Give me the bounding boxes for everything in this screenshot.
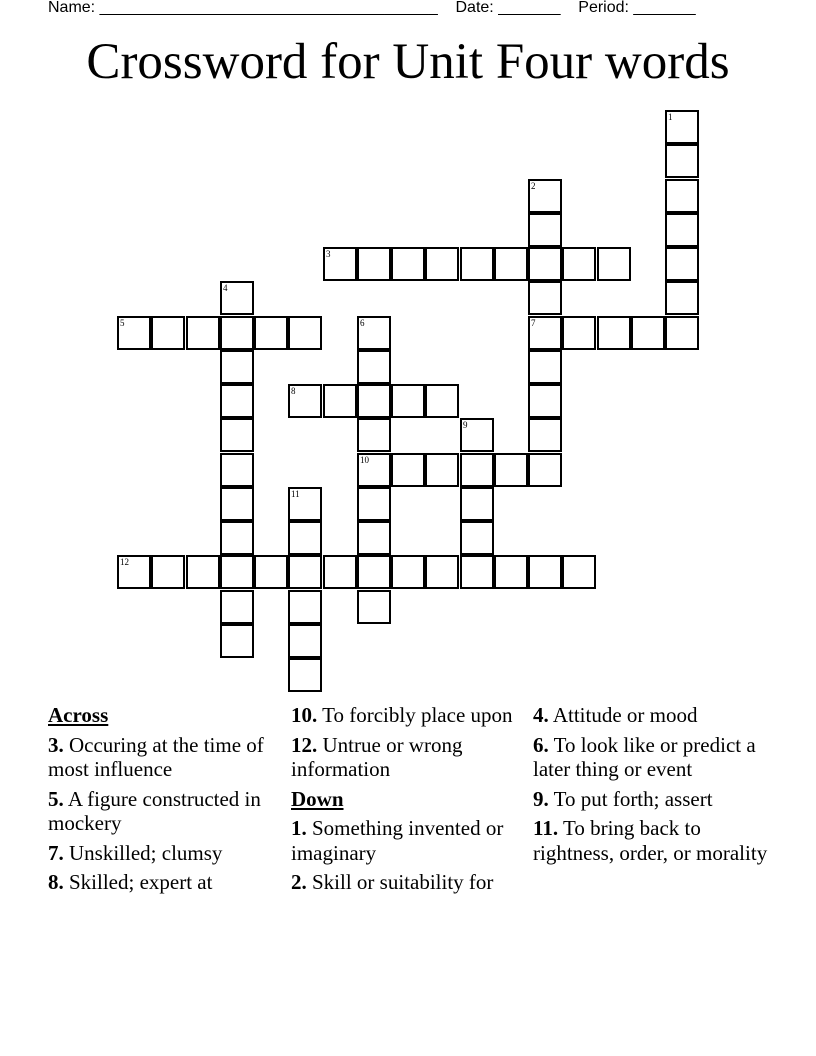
clue-number: 8. bbox=[48, 870, 64, 894]
grid-cell[interactable] bbox=[528, 453, 562, 487]
grid-cell[interactable] bbox=[220, 521, 254, 555]
clue-number: 2. bbox=[291, 870, 307, 894]
clue-across-8 bbox=[48, 870, 280, 895]
grid-cell[interactable] bbox=[357, 590, 391, 624]
grid-cell[interactable] bbox=[528, 179, 562, 213]
grid-cell[interactable] bbox=[357, 316, 391, 350]
clue-number: 5. bbox=[48, 786, 64, 811]
cell-number: 5 bbox=[120, 318, 125, 328]
clue-text: To forcibly place upon bbox=[322, 703, 513, 727]
grid-cell[interactable] bbox=[220, 590, 254, 624]
grid-cell[interactable] bbox=[665, 179, 699, 213]
grid-cell[interactable] bbox=[425, 555, 459, 589]
clue-across-7 bbox=[48, 841, 280, 866]
grid-cell[interactable] bbox=[254, 316, 288, 350]
cell-number: 9 bbox=[463, 420, 468, 430]
grid-cell[interactable] bbox=[528, 418, 562, 452]
grid-cell[interactable] bbox=[391, 247, 425, 281]
clue-number: 9. bbox=[533, 786, 549, 811]
grid-cell[interactable] bbox=[288, 384, 322, 418]
grid-cell[interactable] bbox=[425, 247, 459, 281]
page-title: Crossword for Unit Four words bbox=[86, 34, 730, 90]
grid-cell[interactable] bbox=[425, 453, 459, 487]
grid-cell[interactable] bbox=[186, 316, 220, 350]
clue-number: 11. bbox=[533, 816, 559, 840]
clue-down-1 bbox=[291, 816, 519, 865]
grid-cell[interactable] bbox=[494, 555, 528, 589]
grid-cell[interactable] bbox=[220, 350, 254, 384]
grid-cell[interactable] bbox=[562, 247, 596, 281]
cell-number: 12 bbox=[120, 557, 129, 567]
clue-text: Attitude or mood bbox=[552, 703, 698, 727]
clue-text: Occuring at the time of most influence bbox=[48, 732, 264, 781]
down-heading: Down bbox=[291, 786, 344, 811]
grid-cell[interactable] bbox=[665, 213, 699, 247]
grid-cell[interactable] bbox=[357, 350, 391, 384]
cell-number: 1 bbox=[668, 112, 673, 122]
grid-cell[interactable] bbox=[562, 316, 596, 350]
clue-text: Untrue or wrong information bbox=[291, 732, 463, 781]
date-field-label: Date: _______ bbox=[455, 0, 561, 16]
grid-cell[interactable] bbox=[220, 281, 254, 315]
grid-cell[interactable] bbox=[220, 316, 254, 350]
clue-text: A figure constructed in mockery bbox=[48, 786, 261, 835]
grid-cell[interactable] bbox=[665, 144, 699, 178]
grid-cell[interactable] bbox=[357, 487, 391, 521]
grid-cell[interactable] bbox=[117, 316, 151, 350]
grid-cell[interactable] bbox=[186, 555, 220, 589]
grid-cell[interactable] bbox=[288, 521, 322, 555]
grid-cell[interactable] bbox=[254, 555, 288, 589]
clue-across-10 bbox=[291, 703, 519, 728]
grid-cell[interactable] bbox=[665, 316, 699, 350]
grid-cell[interactable] bbox=[460, 487, 494, 521]
clue-column-1 bbox=[48, 703, 280, 900]
clue-text: Something invented or imaginary bbox=[291, 816, 504, 865]
grid-cell[interactable] bbox=[528, 555, 562, 589]
grid-cell[interactable] bbox=[528, 247, 562, 281]
clue-text: Skill or suitability for bbox=[312, 870, 494, 894]
grid-cell[interactable] bbox=[460, 247, 494, 281]
grid-cell[interactable] bbox=[220, 418, 254, 452]
clue-text: Unskilled; clumsy bbox=[69, 840, 223, 865]
grid-cell[interactable] bbox=[357, 453, 391, 487]
grid-cell[interactable] bbox=[357, 418, 391, 452]
grid-cell[interactable] bbox=[220, 624, 254, 658]
clue-across-12 bbox=[291, 733, 519, 782]
clue-text: To put forth; assert bbox=[553, 786, 713, 811]
grid-cell[interactable] bbox=[494, 247, 528, 281]
grid-cell[interactable] bbox=[528, 384, 562, 418]
cell-number: 8 bbox=[291, 386, 296, 396]
clue-across-3 bbox=[48, 733, 280, 782]
clue-text: To look like or predict a later thing or event bbox=[533, 732, 756, 781]
grid-cell[interactable] bbox=[528, 316, 562, 350]
cell-number: 6 bbox=[360, 318, 365, 328]
grid-cell[interactable] bbox=[597, 316, 631, 350]
clue-column-2 bbox=[291, 703, 519, 900]
cell-number: 11 bbox=[291, 489, 300, 499]
clue-number: 12. bbox=[291, 732, 318, 757]
name-field-label: Name: ______________________________________ bbox=[48, 0, 438, 16]
grid-cell[interactable] bbox=[151, 555, 185, 589]
grid-cell[interactable] bbox=[117, 555, 151, 589]
grid-cell[interactable] bbox=[357, 247, 391, 281]
grid-cell[interactable] bbox=[391, 384, 425, 418]
grid-cell[interactable] bbox=[220, 487, 254, 521]
grid-cell[interactable] bbox=[391, 453, 425, 487]
grid-cell[interactable] bbox=[323, 247, 357, 281]
across-heading: Across bbox=[48, 703, 109, 727]
clue-number: 10. bbox=[291, 703, 318, 727]
grid-cell[interactable] bbox=[528, 350, 562, 384]
period-field-label: Period: _______ bbox=[578, 0, 696, 16]
grid-cell[interactable] bbox=[460, 555, 494, 589]
grid-cell[interactable] bbox=[288, 487, 322, 521]
grid-cell[interactable] bbox=[323, 555, 357, 589]
grid-cell[interactable] bbox=[494, 453, 528, 487]
grid-cell[interactable] bbox=[357, 521, 391, 555]
grid-cell[interactable] bbox=[665, 110, 699, 144]
cell-number: 4 bbox=[223, 283, 228, 293]
grid-cell[interactable] bbox=[288, 555, 322, 589]
grid-cell[interactable] bbox=[460, 418, 494, 452]
clue-number: 6. bbox=[533, 732, 549, 757]
grid-cell[interactable] bbox=[357, 384, 391, 418]
grid-cell[interactable] bbox=[528, 213, 562, 247]
grid-cell[interactable] bbox=[631, 316, 665, 350]
clue-text: To bring back to rightness, order, or morality bbox=[533, 816, 768, 865]
grid-cell[interactable] bbox=[597, 247, 631, 281]
grid-cell[interactable] bbox=[460, 521, 494, 555]
grid-cell[interactable] bbox=[425, 384, 459, 418]
grid-cell[interactable] bbox=[391, 555, 425, 589]
grid-cell[interactable] bbox=[665, 247, 699, 281]
cell-number: 7 bbox=[531, 318, 536, 328]
clue-number: 7. bbox=[48, 840, 64, 865]
grid-cell[interactable] bbox=[528, 281, 562, 315]
grid-cell[interactable] bbox=[220, 555, 254, 589]
cell-number: 3 bbox=[326, 249, 331, 259]
grid-cell[interactable] bbox=[288, 316, 322, 350]
grid-cell[interactable] bbox=[357, 555, 391, 589]
grid-cell[interactable] bbox=[288, 590, 322, 624]
grid-cell[interactable] bbox=[288, 624, 322, 658]
clue-number: 3. bbox=[48, 732, 64, 757]
clue-number: 1. bbox=[291, 816, 307, 840]
grid-cell[interactable] bbox=[562, 555, 596, 589]
clue-down-2 bbox=[291, 870, 519, 895]
clue-number: 4. bbox=[533, 703, 549, 727]
grid-cell[interactable] bbox=[220, 384, 254, 418]
clue-down-6 bbox=[533, 733, 769, 782]
grid-cell[interactable] bbox=[460, 453, 494, 487]
cell-number: 2 bbox=[531, 181, 536, 191]
grid-cell[interactable] bbox=[323, 384, 357, 418]
grid-cell[interactable] bbox=[665, 281, 699, 315]
clue-down-4 bbox=[533, 703, 769, 728]
clue-down-11 bbox=[533, 816, 769, 865]
clue-down-9 bbox=[533, 787, 769, 812]
clue-column-3 bbox=[533, 703, 769, 870]
cell-number: 10 bbox=[360, 455, 369, 465]
grid-cell[interactable] bbox=[288, 658, 322, 692]
grid-cell[interactable] bbox=[151, 316, 185, 350]
clue-across-5 bbox=[48, 787, 280, 836]
grid-cell[interactable] bbox=[220, 453, 254, 487]
clue-text: Skilled; expert at bbox=[69, 870, 213, 894]
